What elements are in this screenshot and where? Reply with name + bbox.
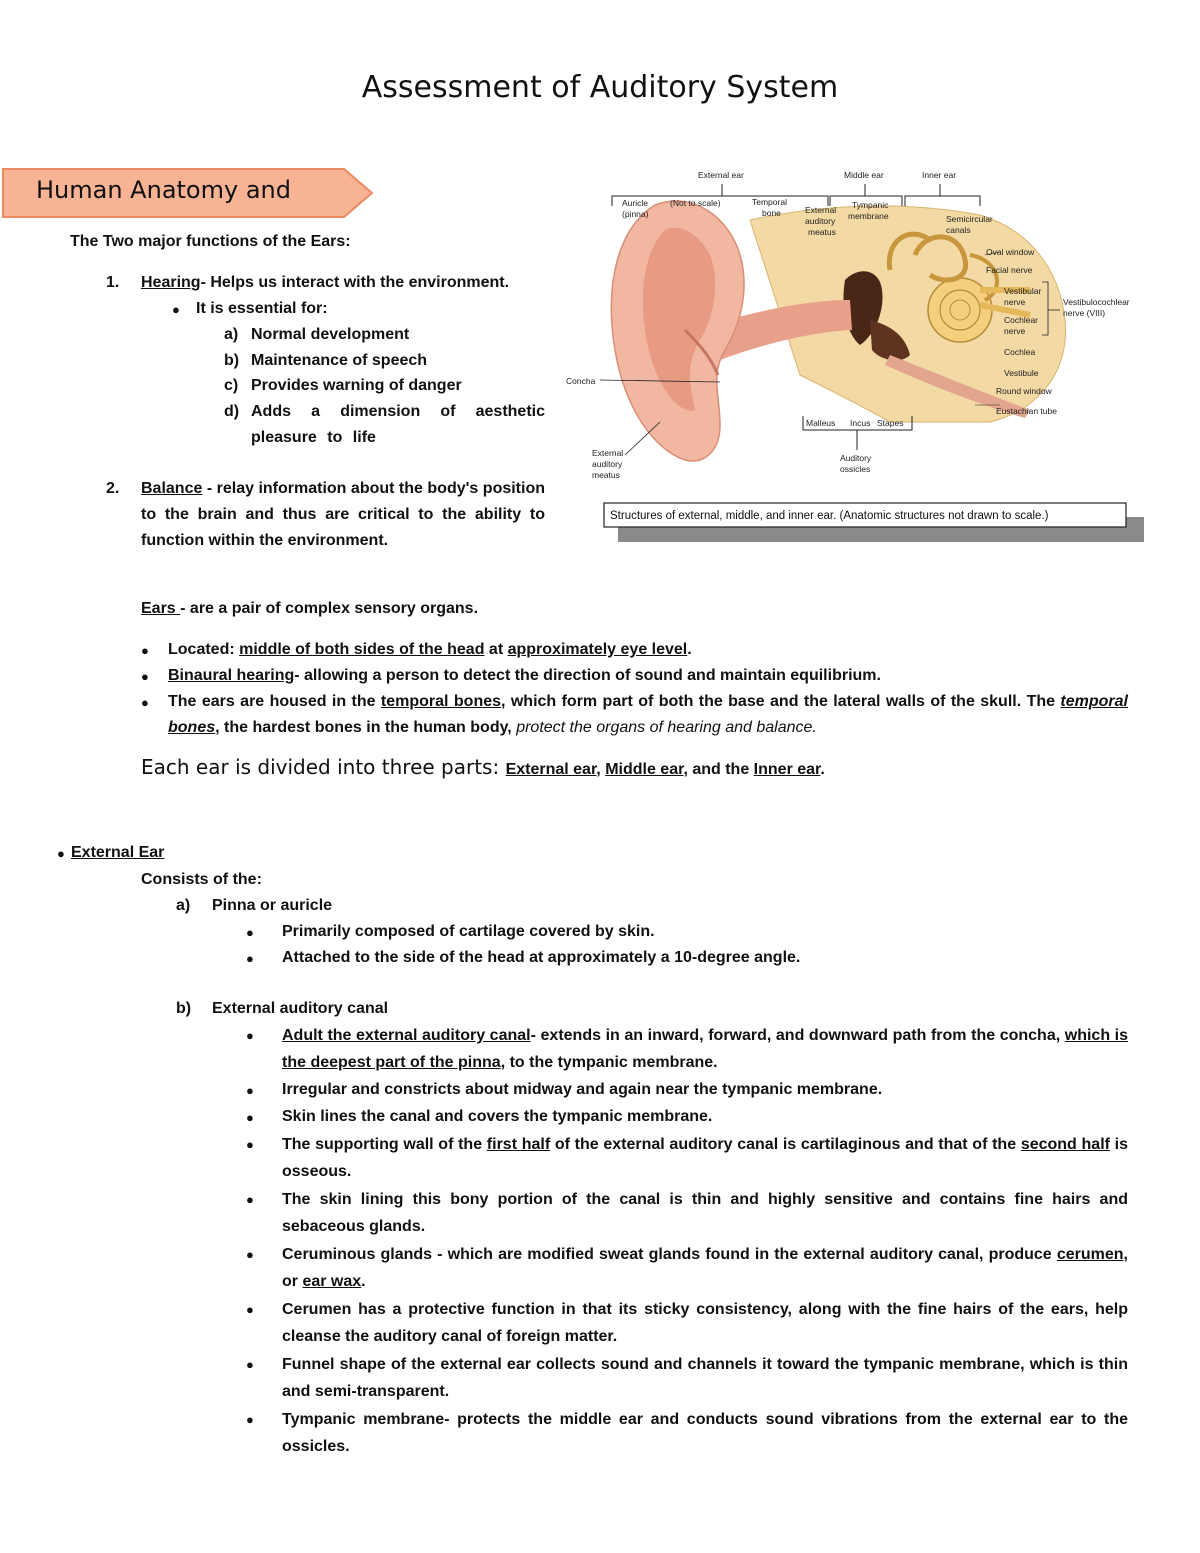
label-concha: Concha <box>566 376 596 386</box>
pinna-bullet: Primarily composed of cartilage covered by skin. <box>282 923 655 940</box>
label-ossicles-1: Auditory <box>840 453 872 463</box>
ear-anatomy-figure <box>560 160 1150 545</box>
canal-bullet: Tympanic membrane- protects the middle ear and conducts sound vibrations from the external ear to the ossicles. <box>282 1411 1128 1455</box>
bullet-icon: ● <box>246 1028 254 1043</box>
label-external: External <box>805 205 837 215</box>
canal-bullet: Cerumen has a protective function in that its sticky consistency, along with the fine hairs of the ears, help cleanse the auditory canal of foreign matter. <box>282 1301 1128 1345</box>
label-ext-meatus-1: External <box>592 448 624 458</box>
item-letter: c) <box>224 377 239 394</box>
page-title: Assessment of Auditory System <box>361 70 839 105</box>
canal-bullet: Ceruminous glands - which are modified sweat glands found in the external auditory canal, produce cerumen, or ear wax. <box>282 1246 1128 1290</box>
essential-text: It is essential for: <box>196 300 328 317</box>
label-ossicles-2: ossicles <box>840 464 871 474</box>
label-auricle: Auricle <box>622 198 648 208</box>
label-vestibule: Vestibule <box>1004 368 1039 378</box>
banner-title: Human Anatomy and <box>36 176 291 204</box>
balance-text: - relay information about the body's position to the brain and thus are critical to the ability to function within the environment. <box>141 480 545 549</box>
balance-number: 2. <box>106 480 120 497</box>
canal-bullet: Funnel shape of the external ear collects sound and channels it toward the tympanic membrane, which is thin and semi-transparent. <box>282 1356 1128 1400</box>
hearing-number: 1. <box>106 274 120 291</box>
hearing-text: - Helps us interact with the environment. <box>200 274 510 291</box>
label-inner-ear: Inner ear <box>922 170 957 180</box>
bullet-icon: ● <box>246 951 254 966</box>
item-letter: d) <box>224 403 240 420</box>
canal-bullet: The supporting wall of the first half of the external auditory canal is cartilaginous and that of the second half is osseous. <box>282 1136 1129 1180</box>
canal-bullet: Adult the external auditory canal- extends in an inward, forward, and downward path from the concha, which is the deepest part of the pinna, to the tympanic membrane. <box>282 1027 1129 1071</box>
label-ext-meatus-2: auditory <box>592 459 623 469</box>
bullet-icon: ● <box>141 669 149 684</box>
item-text: Normal development <box>251 326 410 343</box>
label-malleus: Malleus <box>806 418 836 428</box>
label-middle-ear: Middle ear <box>844 170 884 180</box>
bullet-icon: ● <box>246 1247 254 1262</box>
label-stapes: Stapes <box>877 418 904 428</box>
external-ear-heading: External Ear <box>71 844 165 861</box>
bullet-icon: ● <box>246 925 254 940</box>
balance-term: Balance <box>141 480 203 497</box>
label-auditory: auditory <box>805 216 836 226</box>
ears-text: - are a pair of complex sensory organs. <box>180 600 479 617</box>
label-eustachian-tube: Eustachian tube <box>996 406 1057 416</box>
ears-definition <box>141 596 478 622</box>
bullet-icon: ● <box>246 1192 254 1207</box>
item-text: Adds a dimension of aesthetic pleasure to life <box>251 403 545 446</box>
label-incus: Incus <box>850 418 871 428</box>
ears-term: Ears <box>141 600 181 617</box>
sub-letter: b) <box>176 1000 192 1017</box>
sub-letter: a) <box>176 897 191 914</box>
hearing-item <box>141 270 509 296</box>
hearing-term: Hearing <box>141 274 201 291</box>
label-cochlea: Cochlea <box>1004 347 1036 357</box>
bullet-icon: ● <box>141 695 149 710</box>
bullet-icon: ● <box>246 1110 254 1125</box>
label-external-ear: External ear <box>698 170 744 180</box>
label-cochlear: Cochlear <box>1004 315 1039 325</box>
figure-caption: Structures of external, middle, and inner ear. (Anatomic structures not drawn to scale.) <box>610 510 1049 522</box>
bullet-icon: ● <box>246 1083 254 1098</box>
bullet-icon: ● <box>141 643 149 658</box>
functions-intro: The Two major functions of the Ears: <box>70 233 351 250</box>
bullet-icon: ● <box>246 1137 254 1152</box>
pinna-heading: Pinna or auricle <box>212 897 333 914</box>
bullet-icon: ● <box>57 846 65 861</box>
housed-item: The ears are housed in the temporal bones, which form part of both the base and the lateral walls of the skull. The temporal bones, the hardest bones in the human body, protect the organs of hearing and balance. <box>168 693 1128 736</box>
label-oval-window: Oval window <box>986 247 1035 257</box>
item-text: Maintenance of speech <box>251 352 428 369</box>
label-semicircular: Semicircular <box>946 214 993 224</box>
item-letter: b) <box>224 352 240 369</box>
label-round-window: Round window <box>996 386 1052 396</box>
label-meatus: meatus <box>808 227 836 237</box>
label-vestibulocochlear: Vestibulocochlear <box>1063 297 1130 307</box>
bullet-icon: ● <box>246 1302 254 1317</box>
label-facial-nerve: Facial nerve <box>986 265 1033 275</box>
bullet-icon: ● <box>172 302 180 317</box>
item-letter: a) <box>224 326 239 343</box>
binaural-item: Binaural hearing- allowing a person to detect the direction of sound and maintain equilibrium. <box>168 667 881 684</box>
label-nerve: nerve <box>1004 297 1026 307</box>
balance-item <box>141 476 545 554</box>
canal-bullet: Irregular and constricts about midway and again near the tympanic membrane. <box>282 1081 883 1098</box>
located-item: Located: middle of both sides of the head at approximately eye level. <box>168 641 692 658</box>
bullet-icon: ● <box>246 1357 254 1372</box>
label-bone: bone <box>762 208 781 218</box>
label-pinna: (pinna) <box>622 209 649 219</box>
label-tympanic: Tympanic <box>852 200 889 210</box>
three-parts: Each ear is divided into three parts: External ear, Middle ear, and the Inner ear. <box>141 755 825 779</box>
label-not-to-scale: (Not to scale) <box>670 198 721 208</box>
canal-bullet: Skin lines the canal and covers the tympanic membrane. <box>282 1108 713 1125</box>
label-nerve-viii: nerve (VIII) <box>1063 308 1106 318</box>
item-text: Provides warning of danger <box>251 377 462 394</box>
consists-text: Consists of the: <box>141 871 262 888</box>
canal-heading: External auditory canal <box>212 1000 389 1017</box>
label-temporal: Temporal <box>752 197 787 207</box>
canal-bullet: The skin lining this bony portion of the canal is thin and highly sensitive and contains fine hairs and sebaceous glands. <box>282 1191 1128 1235</box>
label-membrane: membrane <box>848 211 889 221</box>
pinna-bullet: Attached to the side of the head at approximately a 10-degree angle. <box>282 949 801 966</box>
label-nerve: nerve <box>1004 326 1026 336</box>
label-canals: canals <box>946 225 971 235</box>
label-ext-meatus-3: meatus <box>592 470 620 480</box>
label-vestibular: Vestibular <box>1004 286 1042 296</box>
bullet-icon: ● <box>246 1412 254 1427</box>
